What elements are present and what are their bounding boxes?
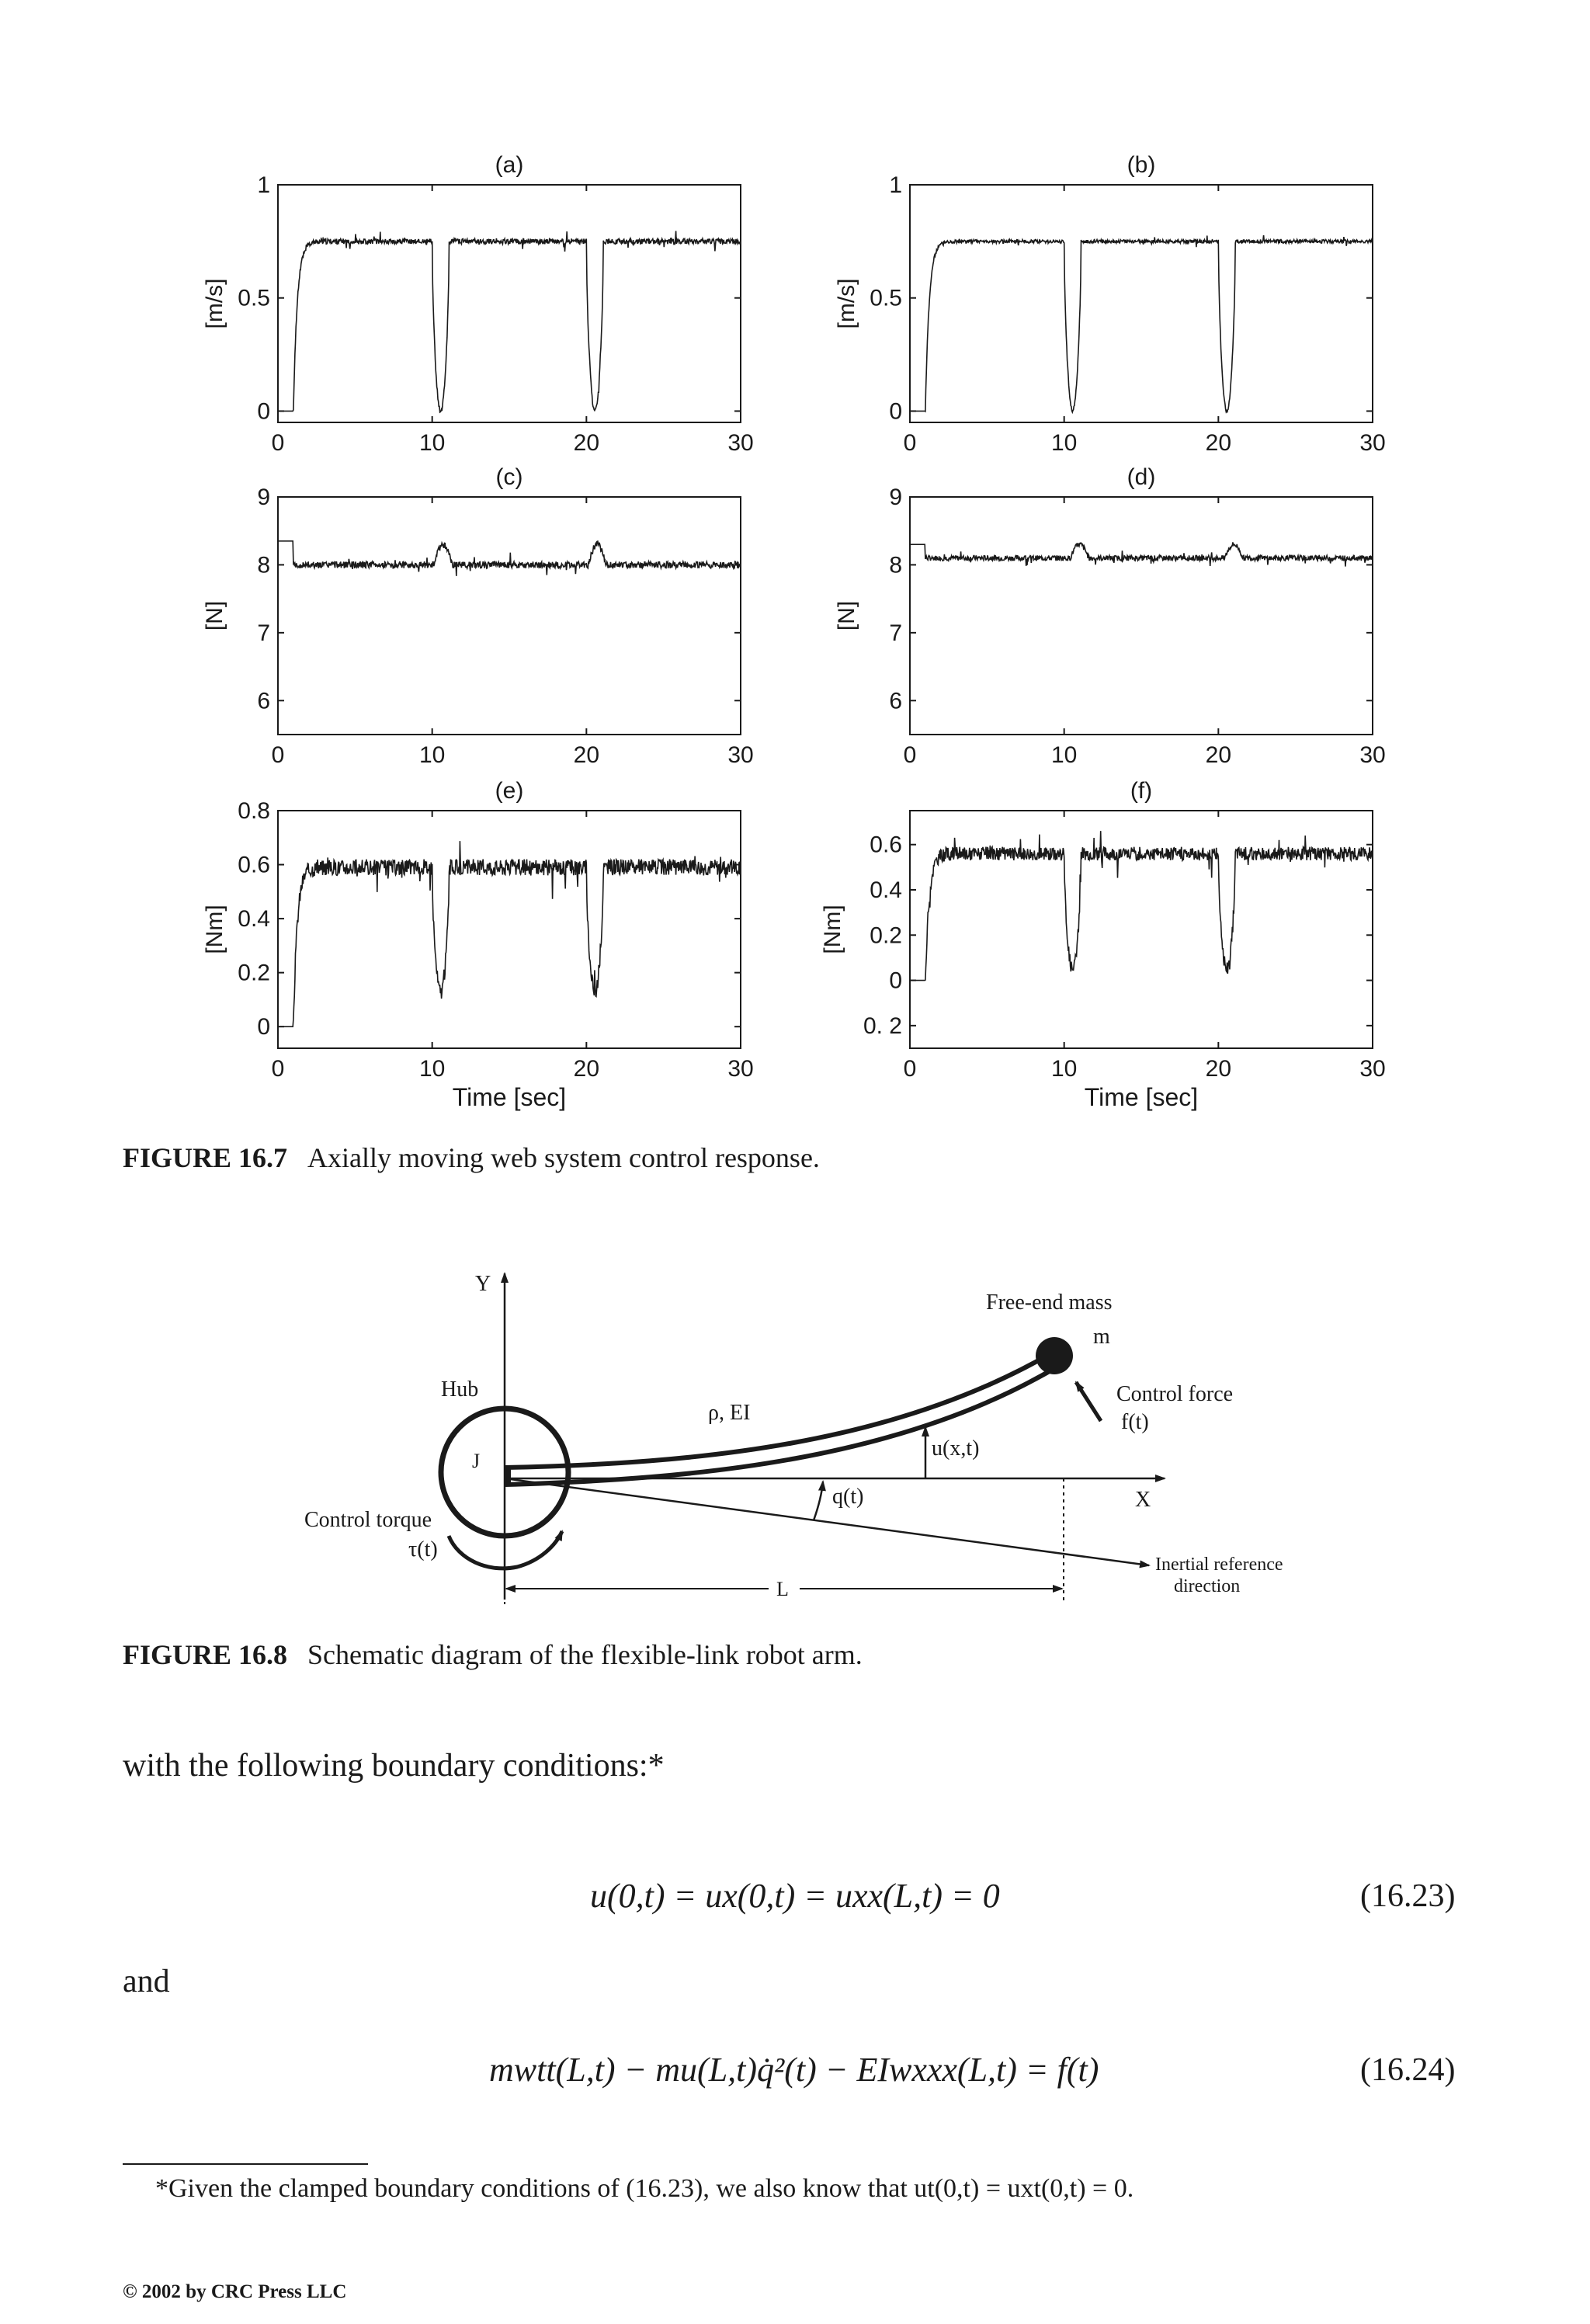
equation-number-16-23: (16.23): [1360, 1878, 1456, 1914]
plot-title-b: (b): [1127, 152, 1156, 178]
x-tick-label-d: 0: [903, 742, 917, 768]
x-tick-label-a: 10: [418, 430, 446, 456]
plot-frame-e: [278, 811, 741, 1048]
x-tick-label-c: 30: [727, 742, 754, 768]
y-axis-label-c: [N]: [202, 600, 227, 631]
figure-16-8-caption: [123, 1638, 863, 1671]
equation-text: u(0,t) = ux(0,t) = uxx(L,t) = 0: [590, 1877, 1000, 1915]
free-end-mass: [1036, 1337, 1073, 1374]
beam-root: [505, 1468, 511, 1485]
y-tick-label-c: 9: [257, 485, 270, 510]
x-tick-label-e: 20: [573, 1056, 600, 1082]
y-tick-label-e: 0.8: [238, 798, 270, 824]
x-tick-label-e: 10: [418, 1056, 446, 1082]
plot-title-a: (a): [495, 152, 524, 178]
inertial-reference-label-1: Inertial reference: [1155, 1555, 1283, 1575]
force-symbol: f(t): [1121, 1410, 1149, 1434]
x-tick-label-d: 20: [1205, 742, 1232, 768]
beam-properties-label: ρ, EI: [708, 1401, 751, 1425]
x-tick-label-a: 20: [573, 430, 600, 456]
y-tick-label-e: 0: [257, 1014, 270, 1040]
inertial-reference-line: [505, 1478, 1149, 1565]
caption-text: Axially moving web system control response.: [307, 1142, 820, 1173]
deflection-label: u(x,t): [932, 1436, 980, 1461]
figure-16-7-caption: [123, 1141, 820, 1174]
plot-frame-a: [278, 185, 741, 422]
y-axis-label: Y: [475, 1272, 491, 1296]
inertial-reference-label-2: direction: [1174, 1576, 1241, 1596]
equation-number-16-24: (16.24): [1360, 2052, 1456, 2088]
x-tick-label-f: 30: [1359, 1056, 1386, 1082]
series-line-b: [910, 235, 1373, 412]
y-tick-label-d: 9: [889, 485, 902, 510]
length-label: L: [776, 1578, 789, 1600]
figure-label: FIGURE 16.8: [123, 1639, 288, 1670]
x-tick-label-e: 0: [271, 1056, 285, 1082]
plot-frame-b: [910, 185, 1373, 422]
y-tick-label-f: 0.2: [870, 922, 902, 949]
figure-label: FIGURE 16.7: [123, 1142, 288, 1173]
x-tick-label-e: 30: [727, 1056, 754, 1082]
mass-label: m: [1093, 1325, 1110, 1349]
x-axis-label-e: Time [sec]: [452, 1083, 567, 1111]
y-tick-label-b: 0: [889, 398, 902, 425]
y-tick-label-e: 0.2: [238, 960, 270, 986]
y-axis-label-b: [m/s]: [834, 278, 859, 329]
series-line-f: [910, 831, 1373, 980]
x-tick-label-b: 10: [1050, 430, 1078, 456]
control-torque-label: Control torque: [304, 1508, 432, 1532]
y-axis-label-a: [m/s]: [202, 278, 227, 329]
y-tick-label-e: 0.6: [238, 852, 270, 878]
and-text: and: [123, 1964, 170, 1999]
footnote-rule: [123, 2163, 368, 2165]
y-tick-label-b: 0.5: [870, 285, 902, 311]
torque-symbol: τ(t): [408, 1537, 438, 1561]
y-tick-label-f: 0. 2: [863, 1013, 902, 1039]
angle-label: q(t): [832, 1485, 864, 1509]
x-axis-label: X: [1135, 1488, 1151, 1512]
plot-frame-c: [278, 497, 741, 735]
y-axis-label-e: [Nm]: [202, 905, 227, 954]
y-tick-label-f: 0: [889, 967, 902, 994]
boundary-intro-text: with the following boundary conditions:*: [123, 1748, 665, 1784]
x-tick-label-b: 0: [903, 430, 917, 456]
plot-title-c: (c): [495, 464, 523, 490]
series-line-a: [278, 231, 741, 412]
x-tick-label-f: 20: [1205, 1056, 1232, 1082]
series-line-c: [278, 541, 741, 576]
figure-16-7-charts: [0, 0, 1590, 1134]
series-line-e: [278, 841, 741, 1027]
x-tick-label-f: 10: [1050, 1056, 1078, 1082]
figure-16-8-diagram: [0, 1242, 1590, 1615]
y-tick-label-a: 1: [257, 172, 270, 198]
x-tick-label-d: 30: [1359, 742, 1386, 768]
control-force-label: Control force: [1116, 1382, 1234, 1406]
inertia-label: J: [472, 1450, 481, 1472]
x-tick-label-a: 30: [727, 430, 754, 456]
y-tick-label-a: 0.5: [238, 285, 270, 311]
y-tick-label-d: 8: [889, 552, 902, 578]
x-tick-label-b: 20: [1205, 430, 1232, 456]
y-axis-label-f: [Nm]: [820, 905, 845, 954]
y-tick-label-d: 7: [889, 620, 902, 646]
x-tick-label-d: 10: [1050, 742, 1078, 768]
caption-text: Schematic diagram of the flexible-link robot arm.: [307, 1639, 863, 1670]
x-tick-label-c: 20: [573, 742, 600, 768]
hub-label: Hub: [441, 1377, 479, 1402]
y-tick-label-c: 6: [257, 688, 270, 714]
angle-arc: [814, 1482, 823, 1520]
equation-16-24: [489, 2050, 1099, 2090]
y-tick-label-c: 7: [257, 620, 270, 646]
series-line-d: [910, 542, 1373, 566]
plot-title-f: (f): [1130, 778, 1153, 804]
equation-text: mwtt(L,t) − mu(L,t)q̇²(t) − EIwxxx(L,t) = f(t): [489, 2051, 1099, 2089]
y-tick-label-f: 0.4: [870, 877, 902, 903]
x-axis-label-f: Time [sec]: [1084, 1083, 1199, 1111]
y-tick-label-c: 8: [257, 552, 270, 578]
plot-frame-d: [910, 497, 1373, 735]
equation-16-23: [590, 1876, 1000, 1916]
plot-title-d: (d): [1127, 464, 1156, 490]
copyright: © 2002 by CRC Press LLC: [123, 2281, 347, 2302]
y-tick-label-a: 0: [257, 398, 270, 425]
plot-title-e: (e): [495, 778, 524, 804]
footnote: *Given the clamped boundary conditions of (16.23), we also know that ut(0,t) = uxt(0,t) = 0.: [155, 2174, 1134, 2203]
y-tick-label-d: 6: [889, 688, 902, 714]
x-tick-label-f: 0: [903, 1056, 917, 1082]
y-tick-label-e: 0.4: [238, 906, 270, 933]
x-tick-label-a: 0: [271, 430, 285, 456]
y-tick-label-f: 0.6: [870, 832, 902, 858]
x-tick-label-c: 10: [418, 742, 446, 768]
y-axis-label-d: [N]: [834, 600, 859, 631]
free-end-mass-label: Free-end mass: [986, 1291, 1113, 1315]
control-force-arrow: [1076, 1382, 1101, 1421]
y-tick-label-b: 1: [889, 172, 902, 198]
x-tick-label-c: 0: [271, 742, 285, 768]
x-tick-label-b: 30: [1359, 430, 1386, 456]
